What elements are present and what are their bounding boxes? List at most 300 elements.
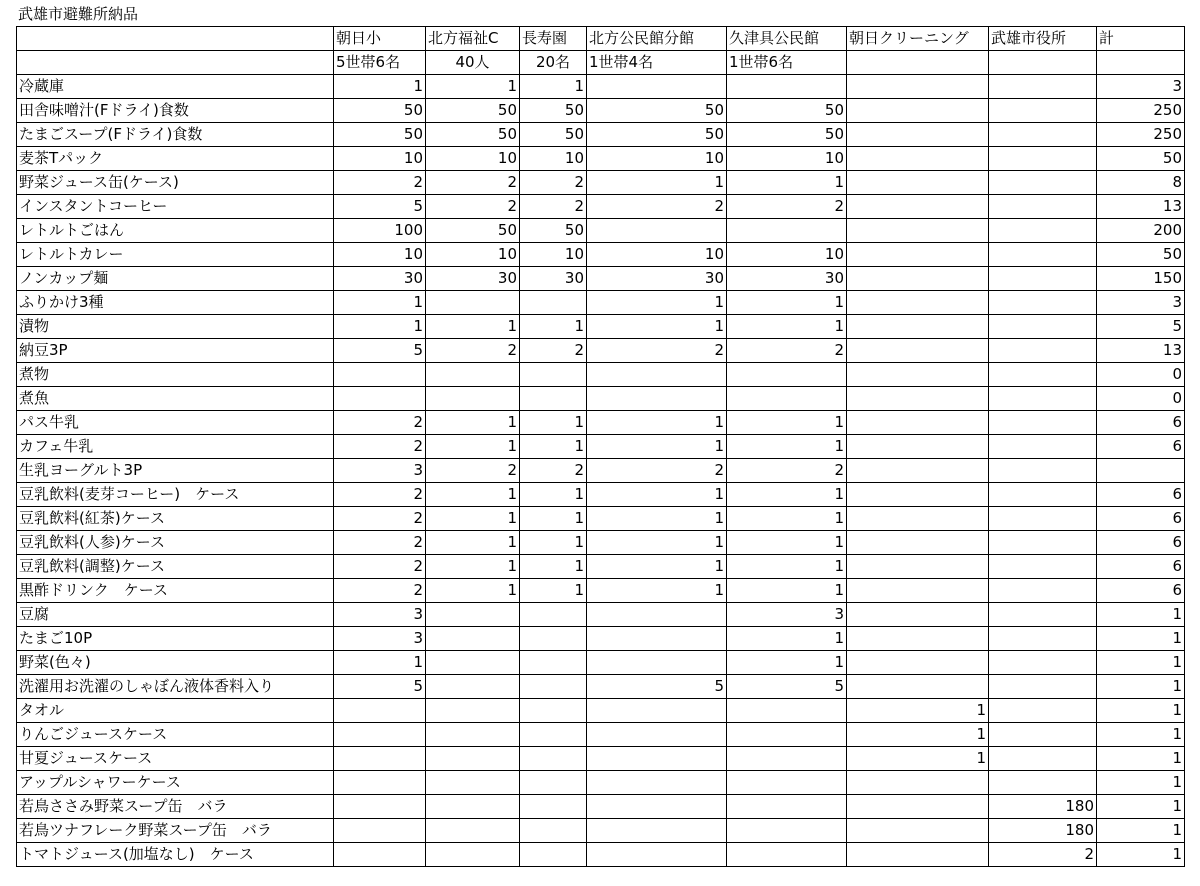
quantity-cell: 3 — [334, 603, 426, 627]
quantity-cell: 1 — [727, 435, 847, 459]
quantity-cell — [334, 795, 426, 819]
quantity-cell: 1 — [587, 531, 727, 555]
quantity-cell — [989, 771, 1097, 795]
table-row — [17, 411, 1185, 435]
quantity-cell: 1 — [727, 507, 847, 531]
quantity-cell — [989, 747, 1097, 771]
column-header: 朝日クリーニング — [847, 27, 989, 51]
table-row — [17, 579, 1185, 603]
quantity-cell — [587, 747, 727, 771]
quantity-cell — [847, 315, 989, 339]
quantity-cell: 2 — [334, 555, 426, 579]
quantity-cell: 50 — [1097, 147, 1185, 171]
quantity-cell — [426, 291, 520, 315]
item-label: カフェ牛乳 — [17, 435, 334, 459]
item-label: 豆乳飲料(人参)ケース — [17, 531, 334, 555]
quantity-cell: 1 — [587, 411, 727, 435]
quantity-cell: 5 — [334, 675, 426, 699]
quantity-cell: 5 — [334, 195, 426, 219]
quantity-cell: 30 — [520, 267, 587, 291]
table-body — [17, 27, 1185, 867]
quantity-cell — [587, 75, 727, 99]
quantity-cell — [587, 627, 727, 651]
quantity-cell: 1 — [1097, 819, 1185, 843]
quantity-cell — [727, 387, 847, 411]
table-row — [17, 819, 1185, 843]
column-subheader: 1世帯4名 — [587, 51, 727, 75]
quantity-cell — [727, 75, 847, 99]
quantity-cell — [989, 603, 1097, 627]
table-row — [17, 675, 1185, 699]
quantity-cell: 6 — [1097, 483, 1185, 507]
quantity-cell: 50 — [334, 123, 426, 147]
column-header: 朝日小 — [334, 27, 426, 51]
quantity-cell: 13 — [1097, 339, 1185, 363]
table-row — [17, 267, 1185, 291]
item-label: 煮物 — [17, 363, 334, 387]
quantity-cell: 2 — [334, 411, 426, 435]
quantity-cell: 50 — [1097, 243, 1185, 267]
quantity-cell: 1 — [847, 747, 989, 771]
column-header: 北方福祉C — [426, 27, 520, 51]
item-label: 田舎味噌汁(Fドライ)食数 — [17, 99, 334, 123]
quantity-cell: 2 — [520, 339, 587, 363]
quantity-cell — [989, 339, 1097, 363]
column-subheader: 1世帯6名 — [727, 51, 847, 75]
quantity-cell — [847, 75, 989, 99]
quantity-cell: 1 — [334, 651, 426, 675]
quantity-cell: 10 — [426, 243, 520, 267]
quantity-cell — [847, 651, 989, 675]
column-subheader: 40人 — [426, 51, 520, 75]
quantity-cell — [989, 555, 1097, 579]
quantity-cell — [847, 579, 989, 603]
quantity-cell — [334, 363, 426, 387]
item-label: 納豆3P — [17, 339, 334, 363]
table-row — [17, 75, 1185, 99]
quantity-cell — [989, 315, 1097, 339]
quantity-cell — [989, 579, 1097, 603]
quantity-cell: 2 — [426, 459, 520, 483]
quantity-cell — [989, 507, 1097, 531]
table-row — [17, 483, 1185, 507]
quantity-cell: 1 — [520, 435, 587, 459]
quantity-cell — [847, 171, 989, 195]
quantity-cell: 1 — [1097, 843, 1185, 867]
quantity-cell: 2 — [426, 339, 520, 363]
quantity-cell: 180 — [989, 819, 1097, 843]
table-row — [17, 171, 1185, 195]
quantity-cell: 1 — [1097, 603, 1185, 627]
quantity-cell — [847, 291, 989, 315]
quantity-cell: 150 — [1097, 267, 1185, 291]
quantity-cell: 1 — [727, 627, 847, 651]
quantity-cell — [587, 723, 727, 747]
quantity-cell — [847, 531, 989, 555]
quantity-cell: 1 — [587, 171, 727, 195]
quantity-cell — [426, 675, 520, 699]
item-label: インスタントコーヒー — [17, 195, 334, 219]
quantity-cell — [587, 219, 727, 243]
item-label: たまご10P — [17, 627, 334, 651]
quantity-cell — [520, 843, 587, 867]
quantity-cell: 50 — [426, 99, 520, 123]
quantity-cell: 6 — [1097, 579, 1185, 603]
quantity-cell — [426, 723, 520, 747]
quantity-cell — [426, 747, 520, 771]
table-row — [17, 627, 1185, 651]
quantity-cell — [426, 651, 520, 675]
quantity-cell: 10 — [587, 243, 727, 267]
quantity-cell: 1 — [727, 291, 847, 315]
quantity-cell — [587, 819, 727, 843]
quantity-cell — [989, 291, 1097, 315]
quantity-cell: 250 — [1097, 99, 1185, 123]
quantity-cell: 1 — [727, 483, 847, 507]
quantity-cell: 2 — [520, 459, 587, 483]
quantity-cell: 2 — [334, 435, 426, 459]
quantity-cell: 1 — [520, 555, 587, 579]
quantity-cell — [847, 795, 989, 819]
column-header: 久津具公民館 — [727, 27, 847, 51]
quantity-cell — [520, 723, 587, 747]
quantity-cell — [847, 99, 989, 123]
header-corner-cell — [17, 27, 334, 51]
quantity-cell — [989, 123, 1097, 147]
table-row — [17, 219, 1185, 243]
column-header: 計 — [1097, 27, 1185, 51]
table-row — [17, 651, 1185, 675]
quantity-cell — [727, 771, 847, 795]
quantity-cell: 1 — [847, 723, 989, 747]
item-label: 漬物 — [17, 315, 334, 339]
quantity-cell — [847, 603, 989, 627]
column-header: 長寿園 — [520, 27, 587, 51]
quantity-cell: 1 — [520, 531, 587, 555]
quantity-cell — [587, 771, 727, 795]
quantity-cell — [847, 459, 989, 483]
quantity-cell — [587, 651, 727, 675]
quantity-cell — [989, 387, 1097, 411]
quantity-cell — [334, 387, 426, 411]
quantity-cell: 3 — [1097, 75, 1185, 99]
quantity-cell — [520, 627, 587, 651]
quantity-cell: 1 — [727, 531, 847, 555]
quantity-cell — [989, 651, 1097, 675]
quantity-cell: 2 — [989, 843, 1097, 867]
quantity-cell — [727, 747, 847, 771]
quantity-cell: 1 — [587, 555, 727, 579]
quantity-cell — [847, 195, 989, 219]
quantity-cell: 1 — [520, 315, 587, 339]
item-label: パス牛乳 — [17, 411, 334, 435]
quantity-cell — [847, 411, 989, 435]
quantity-cell: 2 — [426, 171, 520, 195]
quantity-cell: 3 — [1097, 291, 1185, 315]
quantity-cell — [847, 819, 989, 843]
quantity-cell: 1 — [1097, 723, 1185, 747]
quantity-cell — [989, 171, 1097, 195]
quantity-cell — [520, 651, 587, 675]
quantity-cell: 8 — [1097, 171, 1185, 195]
quantity-cell: 5 — [587, 675, 727, 699]
quantity-cell: 1 — [334, 75, 426, 99]
quantity-cell: 1 — [426, 579, 520, 603]
quantity-cell — [847, 243, 989, 267]
quantity-cell — [1097, 459, 1185, 483]
quantity-cell: 2 — [334, 483, 426, 507]
quantity-cell — [727, 699, 847, 723]
quantity-cell — [426, 843, 520, 867]
quantity-cell: 10 — [520, 147, 587, 171]
item-label: 洗濯用お洗濯のしゃぼん液体香料入り — [17, 675, 334, 699]
quantity-cell — [426, 603, 520, 627]
quantity-cell — [989, 219, 1097, 243]
quantity-cell: 50 — [520, 123, 587, 147]
quantity-cell — [727, 363, 847, 387]
quantity-cell: 180 — [989, 795, 1097, 819]
quantity-cell — [847, 771, 989, 795]
delivery-table — [16, 26, 1185, 867]
item-label: りんごジュースケース — [17, 723, 334, 747]
quantity-cell: 1 — [1097, 675, 1185, 699]
quantity-cell: 5 — [1097, 315, 1185, 339]
quantity-cell: 2 — [426, 195, 520, 219]
item-label: 黒酢ドリンク ケース — [17, 579, 334, 603]
quantity-cell: 10 — [426, 147, 520, 171]
quantity-cell: 250 — [1097, 123, 1185, 147]
quantity-cell — [989, 243, 1097, 267]
quantity-cell: 1 — [587, 579, 727, 603]
quantity-cell — [520, 291, 587, 315]
table-row — [17, 339, 1185, 363]
quantity-cell — [847, 843, 989, 867]
item-label: 麦茶Tパック — [17, 147, 334, 171]
quantity-cell — [989, 483, 1097, 507]
item-label: 若鳥ささみ野菜スープ缶 バラ — [17, 795, 334, 819]
quantity-cell — [727, 843, 847, 867]
quantity-cell — [334, 819, 426, 843]
item-label: ふりかけ3種 — [17, 291, 334, 315]
quantity-cell — [520, 819, 587, 843]
quantity-cell — [847, 387, 989, 411]
quantity-cell: 1 — [426, 435, 520, 459]
quantity-cell: 3 — [334, 627, 426, 651]
table-row — [17, 531, 1185, 555]
quantity-cell: 30 — [334, 267, 426, 291]
column-subheader — [847, 51, 989, 75]
quantity-cell: 1 — [587, 315, 727, 339]
quantity-cell: 1 — [727, 315, 847, 339]
quantity-cell — [426, 699, 520, 723]
quantity-cell: 2 — [727, 195, 847, 219]
item-label: 豆乳飲料(紅茶)ケース — [17, 507, 334, 531]
column-subheader: 5世帯6名 — [334, 51, 426, 75]
item-label: 野菜ジュース缶(ケース) — [17, 171, 334, 195]
table-row — [17, 123, 1185, 147]
table-row — [17, 843, 1185, 867]
quantity-cell: 6 — [1097, 435, 1185, 459]
quantity-cell — [989, 531, 1097, 555]
quantity-cell — [587, 387, 727, 411]
item-label: トマトジュース(加塩なし) ケース — [17, 843, 334, 867]
quantity-cell: 5 — [334, 339, 426, 363]
table-row — [17, 363, 1185, 387]
quantity-cell — [989, 459, 1097, 483]
quantity-cell: 2 — [334, 171, 426, 195]
quantity-cell — [520, 603, 587, 627]
quantity-cell — [334, 843, 426, 867]
item-label: レトルトカレー — [17, 243, 334, 267]
quantity-cell — [989, 411, 1097, 435]
quantity-cell: 50 — [727, 99, 847, 123]
quantity-cell: 5 — [727, 675, 847, 699]
quantity-cell: 10 — [727, 147, 847, 171]
table-row — [17, 555, 1185, 579]
quantity-cell: 2 — [587, 459, 727, 483]
header-row-counts — [17, 51, 1185, 75]
item-label: 煮魚 — [17, 387, 334, 411]
item-label: レトルトごはん — [17, 219, 334, 243]
quantity-cell: 1 — [587, 291, 727, 315]
quantity-cell: 50 — [520, 219, 587, 243]
table-row — [17, 603, 1185, 627]
quantity-cell: 1 — [727, 555, 847, 579]
quantity-cell: 2 — [334, 579, 426, 603]
quantity-cell — [989, 435, 1097, 459]
quantity-cell — [334, 771, 426, 795]
quantity-cell: 1 — [587, 483, 727, 507]
quantity-cell: 10 — [334, 147, 426, 171]
quantity-cell: 10 — [334, 243, 426, 267]
quantity-cell: 50 — [587, 123, 727, 147]
quantity-cell — [334, 699, 426, 723]
quantity-cell — [334, 747, 426, 771]
quantity-cell — [587, 843, 727, 867]
quantity-cell: 1 — [520, 75, 587, 99]
item-label: 豆乳飲料(麦芽コーヒー) ケース — [17, 483, 334, 507]
table-row — [17, 747, 1185, 771]
quantity-cell: 1 — [1097, 795, 1185, 819]
quantity-cell — [727, 219, 847, 243]
quantity-cell: 50 — [426, 219, 520, 243]
quantity-cell: 1 — [727, 651, 847, 675]
quantity-cell: 1 — [1097, 651, 1185, 675]
quantity-cell — [989, 627, 1097, 651]
quantity-cell: 1 — [426, 75, 520, 99]
quantity-cell: 2 — [587, 339, 727, 363]
header-row-names — [17, 27, 1185, 51]
quantity-cell: 2 — [587, 195, 727, 219]
quantity-cell — [426, 771, 520, 795]
item-label: 豆乳飲料(調整)ケース — [17, 555, 334, 579]
quantity-cell — [989, 195, 1097, 219]
column-subheader — [1097, 51, 1185, 75]
quantity-cell — [989, 99, 1097, 123]
item-label: 豆腐 — [17, 603, 334, 627]
quantity-cell: 1 — [426, 531, 520, 555]
table-row — [17, 147, 1185, 171]
quantity-cell — [847, 219, 989, 243]
quantity-cell — [989, 147, 1097, 171]
quantity-cell: 1 — [520, 579, 587, 603]
item-label: たまごスープ(Fドライ)食数 — [17, 123, 334, 147]
table-row — [17, 723, 1185, 747]
quantity-cell: 1 — [847, 699, 989, 723]
table-row — [17, 387, 1185, 411]
table-row — [17, 699, 1185, 723]
quantity-cell: 1 — [727, 171, 847, 195]
quantity-cell: 2 — [520, 195, 587, 219]
quantity-cell: 6 — [1097, 411, 1185, 435]
quantity-cell — [989, 699, 1097, 723]
quantity-cell: 1 — [426, 315, 520, 339]
quantity-cell: 10 — [520, 243, 587, 267]
quantity-cell: 2 — [727, 339, 847, 363]
quantity-cell: 0 — [1097, 387, 1185, 411]
quantity-cell — [520, 699, 587, 723]
quantity-cell — [847, 627, 989, 651]
item-label: 甘夏ジュースケース — [17, 747, 334, 771]
quantity-cell — [847, 675, 989, 699]
quantity-cell: 10 — [587, 147, 727, 171]
quantity-cell — [847, 555, 989, 579]
item-label: アップルシャワーケース — [17, 771, 334, 795]
quantity-cell — [847, 123, 989, 147]
header-corner-cell — [17, 51, 334, 75]
quantity-cell — [426, 819, 520, 843]
column-subheader — [989, 51, 1097, 75]
quantity-cell — [587, 795, 727, 819]
table-row — [17, 459, 1185, 483]
quantity-cell: 50 — [520, 99, 587, 123]
quantity-cell: 3 — [727, 603, 847, 627]
quantity-cell: 100 — [334, 219, 426, 243]
quantity-cell: 1 — [587, 507, 727, 531]
table-row — [17, 315, 1185, 339]
quantity-cell: 1 — [426, 483, 520, 507]
table-row — [17, 195, 1185, 219]
quantity-cell: 50 — [426, 123, 520, 147]
quantity-cell — [587, 699, 727, 723]
table-row — [17, 435, 1185, 459]
table-row — [17, 795, 1185, 819]
quantity-cell: 50 — [587, 99, 727, 123]
column-header: 北方公民館分館 — [587, 27, 727, 51]
quantity-cell: 1 — [334, 291, 426, 315]
quantity-cell: 2 — [334, 531, 426, 555]
quantity-cell — [520, 747, 587, 771]
quantity-cell: 1 — [1097, 699, 1185, 723]
quantity-cell: 0 — [1097, 363, 1185, 387]
quantity-cell: 1 — [520, 411, 587, 435]
quantity-cell: 1 — [426, 411, 520, 435]
quantity-cell: 6 — [1097, 507, 1185, 531]
quantity-cell — [520, 771, 587, 795]
item-label: 生乳ヨーグルト3P — [17, 459, 334, 483]
quantity-cell: 3 — [334, 459, 426, 483]
item-label: 野菜(色々) — [17, 651, 334, 675]
quantity-cell — [727, 819, 847, 843]
quantity-cell — [989, 363, 1097, 387]
table-row — [17, 99, 1185, 123]
quantity-cell: 1 — [426, 507, 520, 531]
quantity-cell — [847, 339, 989, 363]
quantity-cell — [847, 507, 989, 531]
quantity-cell: 1 — [727, 411, 847, 435]
quantity-cell — [847, 147, 989, 171]
quantity-cell: 1 — [587, 435, 727, 459]
